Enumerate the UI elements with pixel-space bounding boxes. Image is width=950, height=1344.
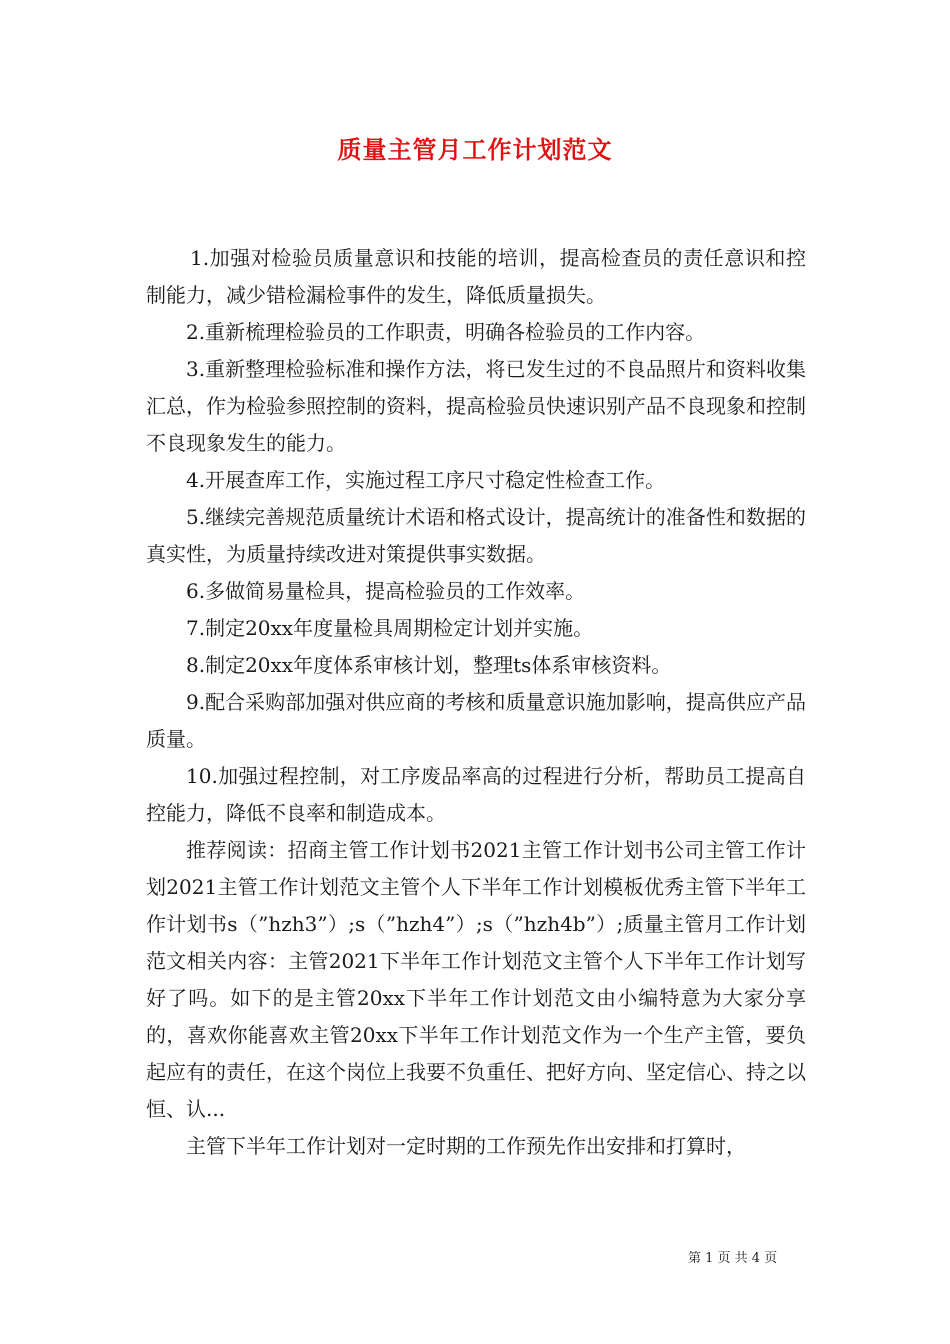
paragraph: 7.制定20xx年度量检具周期检定计划并实施。	[186, 616, 594, 640]
page-indicator: 第 1 页 共 4 页	[688, 1251, 778, 1266]
paragraph: 10.加强过程控制，对工序废品率高的过程进行分析，帮助员工提高自控能力，降低不良率和制造成本。	[146, 764, 806, 825]
paragraph: 1.加强对检验员质量意识和技能的培训，提高检查员的责任意识和控制能力，减少错检漏检事件的发生，降低质量损失。	[146, 246, 806, 307]
document-title: 质量主管月工作计划范文	[337, 135, 613, 164]
paragraph: 8.制定20xx年度体系审核计划，整理ts体系审核资料。	[186, 653, 672, 677]
paragraph: 6.多做简易量检具，提高检验员的工作效率。	[186, 579, 586, 603]
paragraph: 2.重新梳理检验员的工作职责，明确各检验员的工作内容。	[186, 320, 706, 344]
paragraph: 5.继续完善规范质量统计术语和格式设计，提高统计的准备性和数据的真实性，为质量持续改进对策提供事实数据。	[146, 505, 806, 566]
paragraph: 4.开展查库工作，实施过程工序尺寸稳定性检查工作。	[186, 468, 666, 492]
recommended-reading: 推荐阅读：招商主管工作计划书2021主管工作计划书公司主管工作计划2021主管工作计划范文主管个人下半年工作计划模板优秀主管下半年工作计划书s（”hzh3”）;s（”hzh4”）;s（”hzh4b”）;质量主管月工作计划范文相关内容：主管2021下半年工作计划范文主管个人下半年工作计划写好了吗。如下的是主管20xx下半年工作计划范文由小编特意为大家分享的，喜欢你能喜欢主管20xx下半年工作计划范文作为一个生产主管，要负起应有的责任，在这个岗位上我要不负重任、把好方向、坚定信心、持之以恒、认...	[146, 838, 806, 1121]
paragraph: 3.重新整理检验标准和操作方法，将已发生过的不良品照片和资料收集汇总，作为检验参照控制的资料，提高检验员快速识别产品不良现象和控制不良现象发生的能力。	[146, 357, 806, 455]
paragraph: 9.配合采购部加强对供应商的考核和质量意识施加影响，提高供应产品质量。	[146, 690, 806, 751]
document-body	[146, 240, 806, 1165]
paragraph: 主管下半年工作计划对一定时期的工作预先作出安排和打算时，	[186, 1134, 746, 1158]
